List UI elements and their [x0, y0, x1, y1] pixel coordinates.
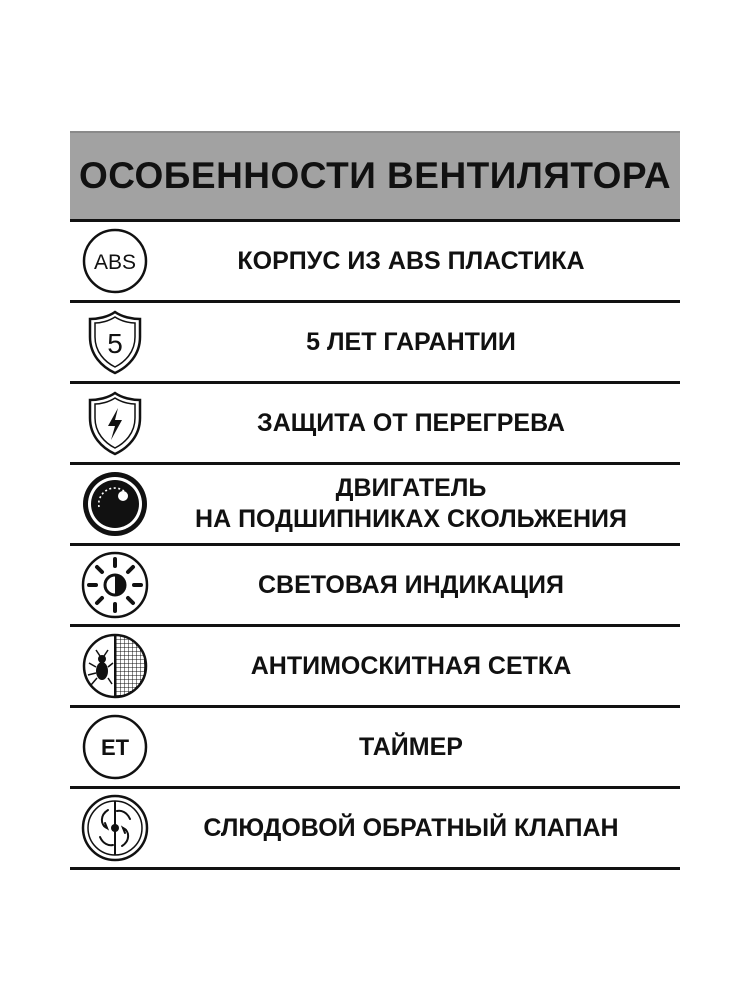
- header-bar: [70, 131, 680, 219]
- feature-label: КОРПУС ИЗ ABS ПЛАСТИКА: [237, 246, 585, 275]
- feature-label: 5 ЛЕТ ГАРАНТИИ: [306, 327, 516, 356]
- feature-label: АНТИМОСКИТНАЯ СЕТКА: [250, 651, 572, 680]
- mosquito-net-icon: [70, 627, 160, 705]
- svg-text:ET: ET: [100, 735, 130, 760]
- feature-label: СВЕТОВАЯ ИНДИКАЦИЯ: [258, 570, 564, 599]
- warranty-shield-icon: [70, 303, 160, 381]
- feature-row-motor: [70, 465, 680, 543]
- feature-label: ЗАЩИТА ОТ ПЕРЕГРЕВА: [257, 408, 565, 437]
- abs-icon: [70, 222, 160, 300]
- feature-row-abs: [70, 222, 680, 300]
- feature-row-overheat: [70, 384, 680, 462]
- feature-row-timer: [70, 708, 680, 786]
- feature-row-valve: [70, 789, 680, 867]
- divider: [70, 867, 680, 870]
- check-valve-icon: [70, 789, 160, 867]
- bearing-motor-icon: [70, 465, 160, 543]
- feature-label: ТАЙМЕР: [359, 732, 463, 761]
- overheat-shield-icon: [70, 384, 160, 462]
- features-table: [70, 131, 680, 870]
- timer-icon: [70, 708, 160, 786]
- feature-label: ДВИГАТЕЛЬ НА ПОДШИПНИКАХ СКОЛЬЖЕНИЯ: [195, 474, 627, 533]
- svg-text:5: 5: [107, 328, 123, 359]
- page-title: ОСОБЕННОСТИ ВЕНТИЛЯТОРА: [78, 155, 672, 196]
- feature-row-net: [70, 627, 680, 705]
- svg-text:ABS: ABS: [93, 251, 137, 274]
- feature-row-warranty: [70, 303, 680, 381]
- feature-label: СЛЮДОВОЙ ОБРАТНЫЙ КЛАПАН: [203, 813, 619, 842]
- light-indicator-icon: [70, 546, 160, 624]
- feature-row-light: [70, 546, 680, 624]
